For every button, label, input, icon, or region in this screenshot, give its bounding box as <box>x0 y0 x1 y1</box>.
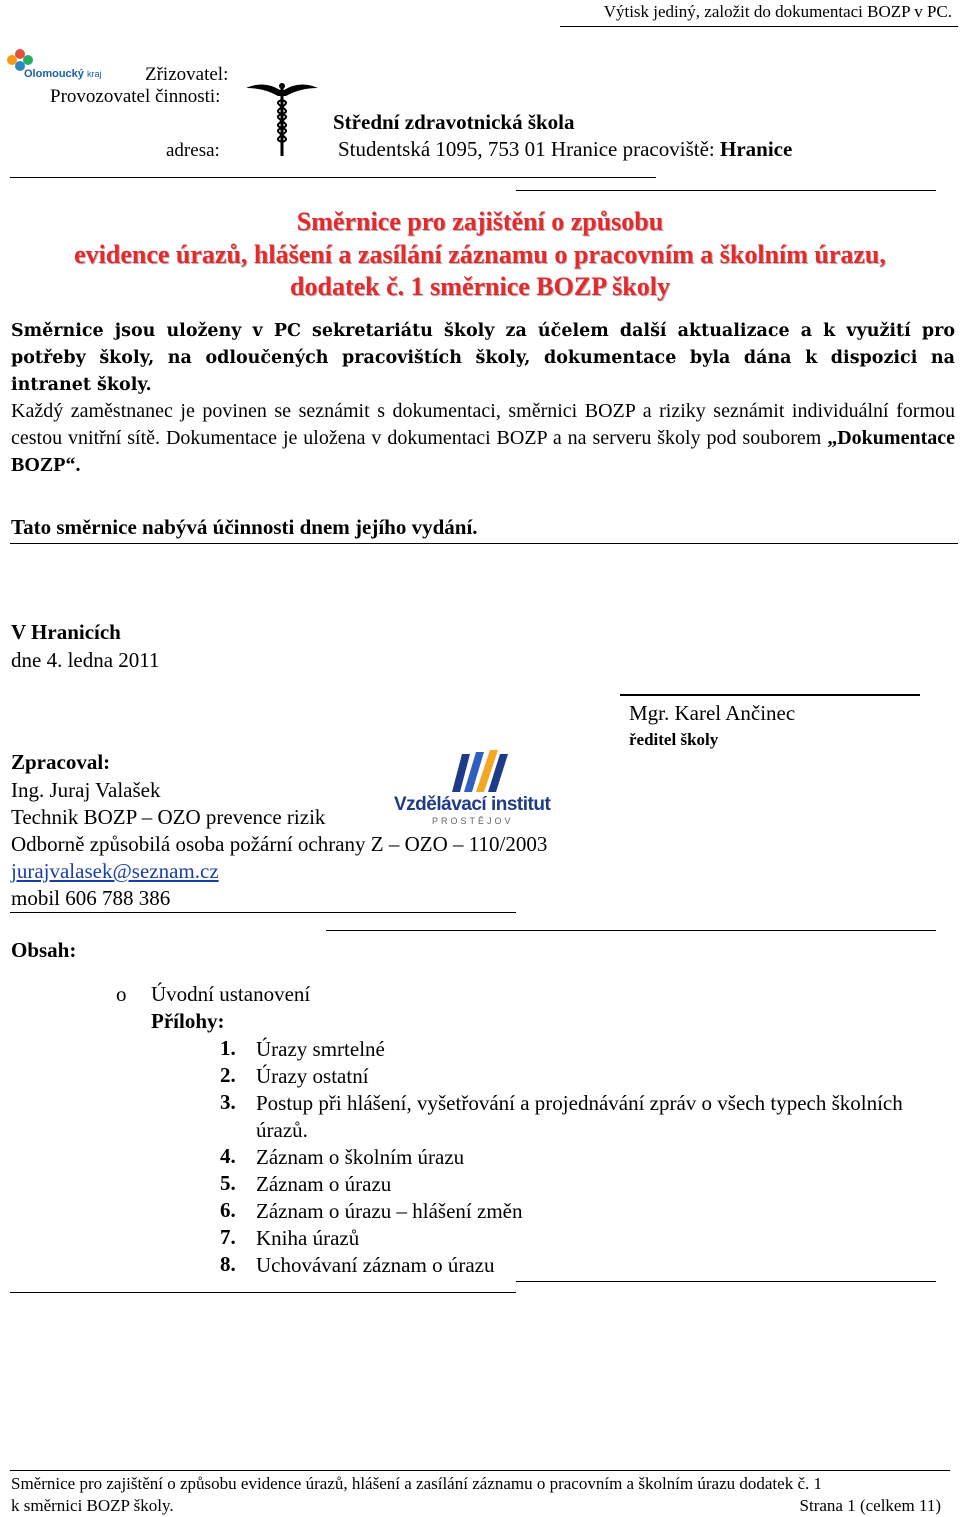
attachment-number: 4. <box>220 1144 236 1168</box>
school-address-text: Studentská 1095, 753 01 Hranice pracoviště: <box>338 137 715 161</box>
attachment-number: 3. <box>220 1090 236 1114</box>
attachment-number: 1. <box>220 1036 236 1060</box>
kraj-logo-name: Olomoucký <box>24 68 84 80</box>
divider <box>326 930 936 931</box>
attachment-number: 7. <box>220 1225 236 1249</box>
vzdelavaci-institut-logo <box>392 748 560 828</box>
author-name: Ing. Juraj Valašek <box>11 778 161 802</box>
divider <box>10 177 656 178</box>
footer-line1: Směrnice pro zajištění o způsobu evidence úrazů, hlášení a zasílání záznamu o pracovním a školním úrazu dodatek č. 1 <box>11 1474 822 1493</box>
divider <box>10 912 516 913</box>
author-email-link[interactable]: jurajvalasek@seznam.cz <box>11 859 219 883</box>
attachment-number: 6. <box>220 1198 236 1222</box>
attachment-item: Záznam o úrazu – hlášení změn <box>256 1199 523 1223</box>
adresa-label: adresa: <box>166 140 220 161</box>
olomoucky-kraj-logo <box>2 48 106 84</box>
footer-rule <box>10 1470 950 1471</box>
author-phone: mobil 606 788 386 <box>11 886 171 910</box>
attachment-number: 2. <box>220 1063 236 1087</box>
attachment-item: Uchovávaní záznam o úrazu <box>256 1253 495 1277</box>
signature-line <box>620 694 920 696</box>
file-name: „Dokumentace BOZP“. <box>11 427 955 476</box>
attachment-item: Úrazy ostatní <box>256 1064 369 1088</box>
zrizovatel-label: Zřizovatel: <box>145 64 229 85</box>
attachments-label: Přílohy: <box>151 1009 225 1033</box>
issue-date: dne 4. ledna 2011 <box>11 648 160 672</box>
school-name: Střední zdravotnická škola <box>333 110 575 134</box>
contents-label: Obsah: <box>11 938 77 962</box>
footer-line2: k směrnici BOZP školy. <box>11 1496 174 1515</box>
author-qualification: Odborně způsobilá osoba požární ochrany Z – OZO – 110/2003 <box>11 832 548 856</box>
divider <box>10 543 958 544</box>
school-address <box>338 137 792 162</box>
divider <box>10 1292 516 1293</box>
attachment-item: Postup při hlášení, vyšetřování a projednávání zpráv o všech typech školních úrazů. <box>256 1091 903 1142</box>
attachment-item: Záznam o úrazu <box>256 1172 392 1196</box>
bullet-marker: o <box>116 982 127 1006</box>
signatory-name: Mgr. Karel Ančinec <box>629 701 796 725</box>
employee-paragraph <box>11 398 955 479</box>
doc-title-line2: evidence úrazů, hlášení a zasílání záznamu o pracovním a školním úrazu, <box>74 240 886 269</box>
doc-title-line3: dodatek č. 1 směrnice BOZP školy <box>290 272 670 301</box>
school-workplace: Hranice <box>720 137 793 161</box>
divider <box>516 190 936 191</box>
attachment-item: Záznam o školním úrazu <box>256 1145 465 1169</box>
storage-paragraph: Směrnice jsou uloženy v PC sekretariátu školy za účelem další aktualizace a k využití pro potřeby školy, na odloučených pracovištích školy, dokumentace byla dána k dispozici na intranet školy. <box>11 321 955 395</box>
attachment-item: Kniha úrazů <box>256 1226 360 1250</box>
employee-paragraph-text: Každý zaměstnanec je povinen se seznámit s dokumentaci, směrnici BOZP a riziky seznámit individuální formou cestou vnitřní sítě. Dokumentace je uložena v dokumentaci BOZP a na serveru školy pod souborem <box>11 400 955 449</box>
processed-by-label: Zpracoval: <box>11 750 111 774</box>
provozovatel-label: Provozovatel činnosti: <box>50 86 221 107</box>
place: V Hranicích <box>11 620 121 644</box>
doc-title-line1: Směrnice pro zajištění o způsobu <box>296 207 664 236</box>
attachment-item: Úrazy smrtelné <box>256 1037 385 1061</box>
effective-date-paragraph: Tato směrnice nabývá účinnosti dnem jejího vydání. <box>11 515 478 539</box>
author-title: Technik BOZP – OZO prevence rizik <box>11 805 326 829</box>
book-icon <box>440 748 540 798</box>
header-rule <box>560 26 958 27</box>
attachment-number: 5. <box>220 1171 236 1195</box>
kraj-logo-suffix: kraj <box>86 69 102 79</box>
caduceus-icon <box>244 80 320 158</box>
institute-city: PROSTĚJOV <box>432 816 514 826</box>
contents-intro: Úvodní ustanovení <box>151 982 311 1006</box>
institute-name: Vzdělávací institut <box>394 794 551 815</box>
header-note: Výtisk jediný, založit do dokumentaci BOZP v PC. <box>603 2 952 21</box>
attachment-number: 8. <box>220 1252 236 1276</box>
page-number: Strana 1 (celkem 11) <box>799 1496 941 1515</box>
divider <box>516 1281 936 1282</box>
signatory-role: ředitel školy <box>629 730 719 749</box>
